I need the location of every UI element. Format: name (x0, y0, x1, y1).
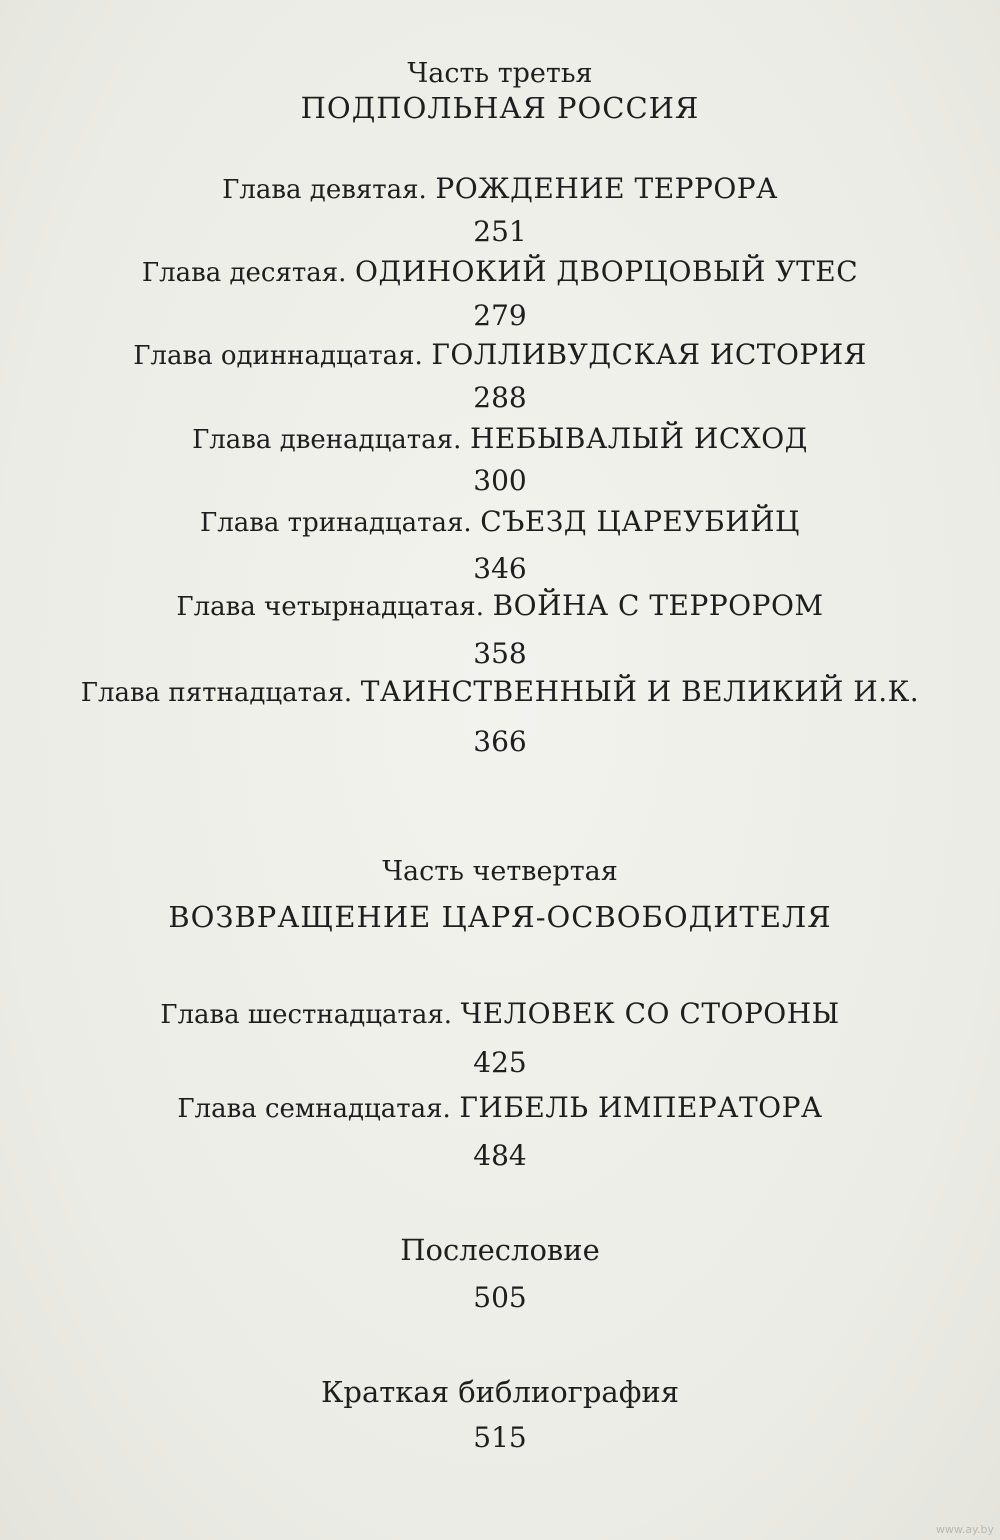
afterword-page: 505 (473, 1281, 527, 1314)
chapter-14-page: 358 (473, 637, 527, 670)
chapter-14-heading (0, 589, 1000, 622)
chapter-prefix: Глава десятая. (141, 258, 347, 288)
chapter-prefix: Глава девятая. (222, 175, 427, 205)
chapter-13-heading (0, 505, 1000, 538)
chapter-title: ОДИНОКИЙ ДВОРЦОВЫЙ УТЕС (355, 255, 859, 288)
chapter-9-heading (0, 172, 1000, 205)
part-four-label: Часть четвертая (382, 856, 618, 887)
chapter-prefix: Глава пятнадцатая. (80, 678, 353, 708)
chapter-title: НЕБЫВАЛЫЙ ИСХОД (469, 422, 808, 455)
chapter-15-heading (0, 675, 1000, 708)
chapter-16-heading (0, 997, 1000, 1030)
chapter-10-page: 279 (473, 299, 527, 332)
chapter-title: ВОЙНА С ТЕРРОРОМ (492, 589, 824, 622)
chapter-prefix: Глава четырнадцатая. (176, 592, 484, 622)
chapter-17-heading (0, 1091, 1000, 1124)
chapter-prefix: Глава одиннадцатая. (133, 341, 423, 371)
chapter-title: ЧЕЛОВЕК СО СТОРОНЫ (460, 997, 840, 1030)
part-three-label: Часть третья (407, 58, 593, 89)
chapter-15-page: 366 (473, 725, 527, 758)
chapter-9-page: 251 (473, 215, 527, 248)
chapter-title: РОЖДЕНИЕ ТЕРРОРА (435, 172, 778, 205)
chapter-title: СЪЕЗД ЦАРЕУБИЙЦ (480, 505, 800, 538)
bibliography-page: 515 (473, 1421, 527, 1454)
chapter-title: ГОЛЛИВУДСКАЯ ИСТОРИЯ (431, 338, 867, 371)
chapter-11-heading (0, 338, 1000, 371)
chapter-12-page: 300 (473, 464, 527, 497)
chapter-prefix: Глава шестнадцатая. (160, 1000, 453, 1030)
chapter-prefix: Глава тринадцатая. (200, 508, 472, 538)
afterword-title: Послесловие (400, 1233, 600, 1267)
chapter-17-page: 484 (473, 1139, 527, 1172)
part-four-title: ВОЗВРАЩЕНИЕ ЦАРЯ-ОСВОБОДИТЕЛЯ (168, 900, 832, 934)
chapter-10-heading (0, 255, 1000, 288)
chapter-16-page: 425 (473, 1046, 527, 1079)
watermark: www.ay.by (935, 1523, 994, 1536)
chapter-12-heading (0, 422, 1000, 455)
part-three-title: ПОДПОЛЬНАЯ РОССИЯ (300, 91, 700, 125)
chapter-prefix: Глава двенадцатая. (192, 425, 462, 455)
chapter-title: ГИБЕЛЬ ИМПЕРАТОРА (459, 1091, 823, 1124)
chapter-11-page: 288 (473, 381, 527, 414)
chapter-title: ТАИНСТВЕННЫЙ И ВЕЛИКИЙ И.К. (360, 675, 920, 708)
bibliography-title: Краткая библиография (320, 1375, 680, 1409)
chapter-prefix: Глава семнадцатая. (177, 1094, 451, 1124)
chapter-13-page: 346 (473, 552, 527, 585)
